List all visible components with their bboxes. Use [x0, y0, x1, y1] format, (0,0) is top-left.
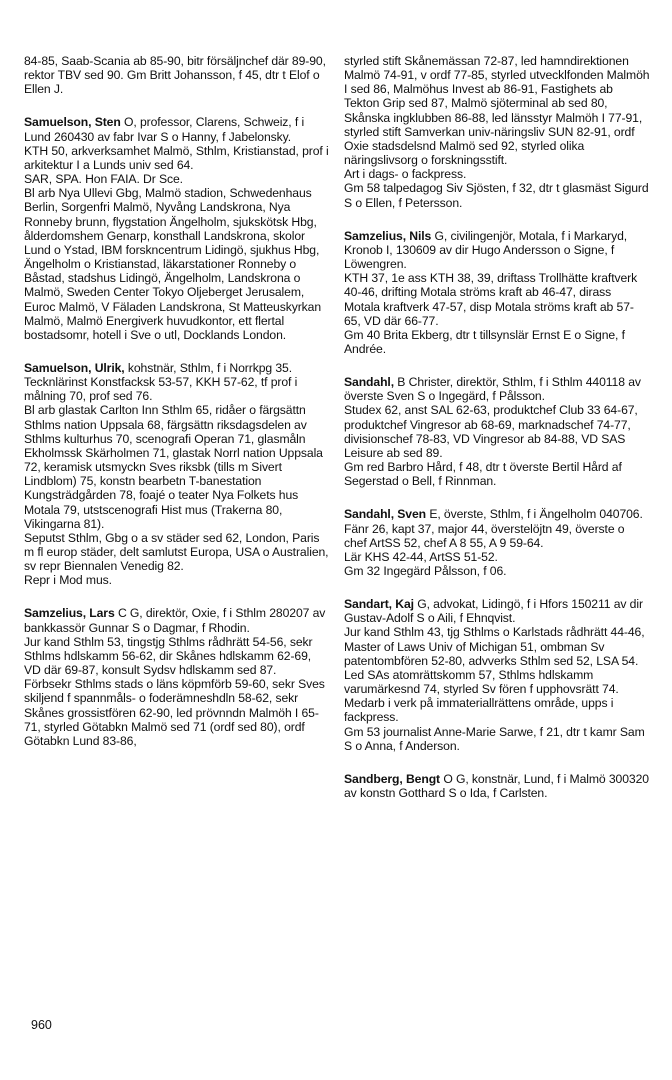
right-column	[344, 54, 650, 819]
entry-paragraph	[24, 361, 330, 375]
biography-entry	[344, 229, 650, 356]
entry-paragraph	[24, 186, 330, 342]
entry-paragraph	[344, 725, 650, 753]
entry-text: Bl arb Nya Ullevi Gbg, Malmö stadion, Schwedenhaus Berlin, Sorgenfri Malmö, Nyvång Landskrona, Nya Ronneby brunn, flygstation Ängelholm, sjukskötsk Hbg, ålderdomshem Genarp, konsthall Landskrona, skolor Lund o Ystad, IBM forskncentrum Lidingö, sjukhus Hbg, Ängelholm o Kristianstad, läkarstationer Ronneby o Båstad, stadshus Lidingö, Ängelholm, Landskrona o Malmö, Sweden Center Tokyo Oljeberget Jerusalem, Euroc Malmö, V Fäladen Landskrona, St Matteuskyrkan Malmö, Malmö Energiverk huvudkontor, ett flertal bostadsomr, hotell i Sve o utl, Docklands London.	[24, 186, 322, 342]
entry-paragraph	[24, 606, 330, 634]
entry-text: B Christer, direktör, Sthlm, f i Sthlm 440118 av överste Sven S o Ingegärd, f Pålsson.	[344, 375, 641, 404]
entry-text: E, överste, Sthlm, f i Ängelholm 040706.	[429, 507, 643, 522]
entry-text: Gm 58 talpedagog Siv Sjösten, f 32, dtr t glasmäst Sigurd S o Ellen, f Petersson.	[344, 181, 649, 210]
entry-text: Art i dags- o fackpress.	[344, 167, 467, 182]
entry-text: Bl arb glastak Carlton Inn Sthlm 65, ridåer o färgsättn Sthlms nation Uppsala 68, färgsättn riksdagsdelen av Sthlms kulturhus 70, scenografi Operan 71, glasmåln Ekholmssk Skärholmen 71, glastak Norrl nation Uppsala 72, keramisk utsmyckn Sves riksbk (tills m Sivert Lindblom) 75, konstn bearbetn T-banestation Kungsträdgården 78, foajé o teater Nya Folkets hus Motala 79, utstscenografi Hist mus (Trakerna 80, Vikingarna 81).	[24, 403, 323, 531]
entry-text: O G, konstnär, Lund, f i Malmö 300320 av konstn Gotthard S o Ida, f Carlsten.	[344, 771, 649, 801]
entry-paragraph	[344, 375, 650, 403]
entry-text: Medarb i verk på immateriallrättens område, upps i fackpress.	[344, 696, 614, 725]
entry-paragraph	[24, 172, 330, 186]
left-column	[24, 54, 330, 767]
entry-text: Fänr 26, kapt 37, major 44, överstelöjtn 49, överste o chef ArtSS 52, chef A 8 55, A 9 59-64.	[344, 521, 625, 550]
entry-text: Gm 40 Brita Ekberg, dtr t tillsynslär Ernst E o Signe, f Andrée.	[344, 327, 625, 356]
entry-text: Lär KHS 42-44, ArtSS 51-52.	[344, 549, 498, 564]
entry-paragraph	[24, 375, 330, 403]
person-name: Sandahl, Sven	[344, 507, 427, 522]
biography-entry	[24, 606, 330, 748]
biography-entry	[24, 115, 330, 342]
entry-text: Tecknlärinst Konstfacksk 53-57, KKH 57-62, tf prof i målning 70, prof sed 76.	[24, 375, 298, 404]
entry-text: SAR, SPA. Hon FAIA. Dr Sce.	[24, 172, 183, 187]
entry-text: Jur kand Sthlm 43, tjg Sthlms o Karlstads rådhrätt 44-46, Master of Laws Univ of Michigan 51, ombman Sv patentombfören 52-80, advverks Sthlm sed 52, LSA 54.	[344, 625, 645, 668]
entry-paragraph	[344, 597, 650, 625]
person-name: Samuelson, Sten	[24, 115, 121, 130]
entry-paragraph	[344, 328, 650, 356]
entry-paragraph	[344, 696, 650, 724]
entry-paragraph	[24, 144, 330, 172]
entry-paragraph	[344, 271, 650, 328]
entry-text: 84-85, Saab-Scania ab 85-90, bitr försäljnchef där 89-90, rektor TBV sed 90. Gm Britt Johansson, f 45, dtr t Elof o Ellen J.	[24, 54, 326, 97]
entry-text: kohstnär, Sthlm, f i Norrkpg 35.	[127, 360, 292, 375]
biography-entry	[344, 772, 650, 800]
biography-entry	[344, 507, 650, 578]
entry-text: G, civilingenjör, Motala, f i Markaryd, Kronob I, 130609 av dir Hugo Andersson o Signe, f Löwengren.	[344, 228, 628, 272]
entry-paragraph	[344, 772, 650, 800]
entry-paragraph	[344, 564, 650, 578]
entry-paragraph	[344, 229, 650, 271]
person-name: Sandberg, Bengt	[344, 771, 441, 786]
biography-continuation	[24, 54, 330, 96]
entry-paragraph	[344, 460, 650, 488]
entry-text: Gm 53 journalist Anne-Marie Sarwe, f 21, dtr t kamr Sam S o Anna, f Anderson.	[344, 724, 645, 753]
entry-text: Gm red Barbro Hård, f 48, dtr t överste Bertil Hård af Segerstad o Bell, f Rinnman.	[344, 460, 622, 489]
person-name: Samzelius, Lars	[24, 606, 115, 621]
entry-text: Led SAs atomrättskomm 57, Sthlms hdlskamm varumärkesnd 74, styrled Sv fören f upphovsrätt 74.	[344, 667, 619, 697]
entry-paragraph	[344, 668, 650, 696]
entry-text: Studex 62, anst SAL 62-63, produktchef Club 33 64-67, produktchef Vingresor ab 68-69, marknadschef 74-77, divisionschef 78-83, VD Vingresor ab 84-88, VD SAS Leisure ab sed 89.	[344, 403, 638, 460]
entry-text: Seputst Sthlm, Gbg o a sv städer sed 62, London, Paris m fl europ städer, delt samlutst Europa, USA o Australien, sv repr Biennalen Venedig 82.	[24, 530, 329, 574]
person-name: Samzelius, Nils	[344, 228, 432, 243]
entry-text: styrled stift Skånemässan 72-87, led hamndirektionen Malmö 74-91, v ordf 77-85, styrled utvecklfonden Malmöh I sed 86, Malmöhus Invest ab 86-91, Fastighets ab Tekton Grip sed 87, Malmö sjöterminal ab sed 80, Skånska ingklubben 86-88, led länsstyr Malmöh I 77-91, styrled stift Samverkan univ-näringsliv SUN 82-91, ordf Oxie stadsdelsnd Malmö sed 92, styrled olika näringslivsorg o forskningsstift.	[344, 54, 650, 168]
entry-paragraph	[24, 677, 330, 748]
entry-text: Förbsekr Sthlms stads o läns köpmförb 59-60, sekr Sves skiljend f spannmåls- o foderämneshdln 58-62, sekr Skånes grossistfören 62-90, led prövnndn Malmöh I 65-71, styrled Götabkn Malmö sed 71 (ordf sed 80), ordf Götabkn Lund 83-86,	[24, 677, 325, 748]
entry-paragraph	[24, 531, 330, 573]
entry-text: C G, direktör, Oxie, f i Sthlm 280207 av bankkassör Gunnar S o Dagmar, f Rhodin.	[24, 606, 326, 635]
biography-entry	[24, 361, 330, 588]
entry-text: KTH 37, 1e ass KTH 38, 39, driftass Trollhätte kraftverk 40-46, drifting Motala ströms kraft ab 46-47, dirass Motala kraftverk 47-57, disp Motala ströms kraft ab 57-65, VD där 66-77.	[344, 271, 638, 328]
entry-text: G, advokat, Lidingö, f i Hfors 150211 av dir Gustav-Adolf S o Aili, f Ehnqvist.	[344, 597, 643, 626]
entry-paragraph	[344, 54, 650, 167]
biography-continuation	[344, 54, 650, 210]
entry-text: KTH 50, arkverksamhet Malmö, Sthlm, Kristianstad, prof i arkitektur I a Lunds univ sed 64.	[24, 143, 329, 172]
entry-paragraph	[344, 167, 650, 181]
entry-paragraph	[24, 573, 330, 587]
entry-paragraph	[344, 181, 650, 209]
biography-entry	[344, 375, 650, 488]
entry-paragraph	[24, 115, 330, 143]
entry-text: Gm 32 Ingegärd Pålsson, f 06.	[344, 564, 507, 578]
entry-text: Jur kand Sthlm 53, tingstjg Sthlms rådhrätt 54-56, sekr Sthlms hdlskamm 56-62, dir Skånes hdlskamm 62-69, VD där 69-87, konsult Sydsv hdlskamm sed 87.	[24, 634, 313, 678]
biography-entry	[344, 597, 650, 753]
entry-paragraph	[344, 550, 650, 564]
entry-paragraph	[344, 522, 650, 550]
person-name: Sandahl,	[344, 375, 394, 390]
entry-paragraph	[24, 403, 330, 530]
entry-paragraph	[344, 507, 650, 521]
entry-paragraph	[344, 625, 650, 667]
page-number: 960	[31, 1018, 52, 1032]
entry-text: O, professor, Clarens, Schweiz, f i Lund 260430 av fabr Ivar S o Hanny, f Jabelonsky.	[24, 115, 305, 144]
entry-paragraph	[344, 403, 650, 460]
entry-paragraph	[24, 635, 330, 677]
person-name: Samuelson, Ulrik,	[24, 360, 125, 375]
person-name: Sandart, Kaj	[344, 597, 414, 612]
entry-text: Repr i Mod mus.	[24, 573, 112, 588]
entry-paragraph	[24, 54, 330, 96]
